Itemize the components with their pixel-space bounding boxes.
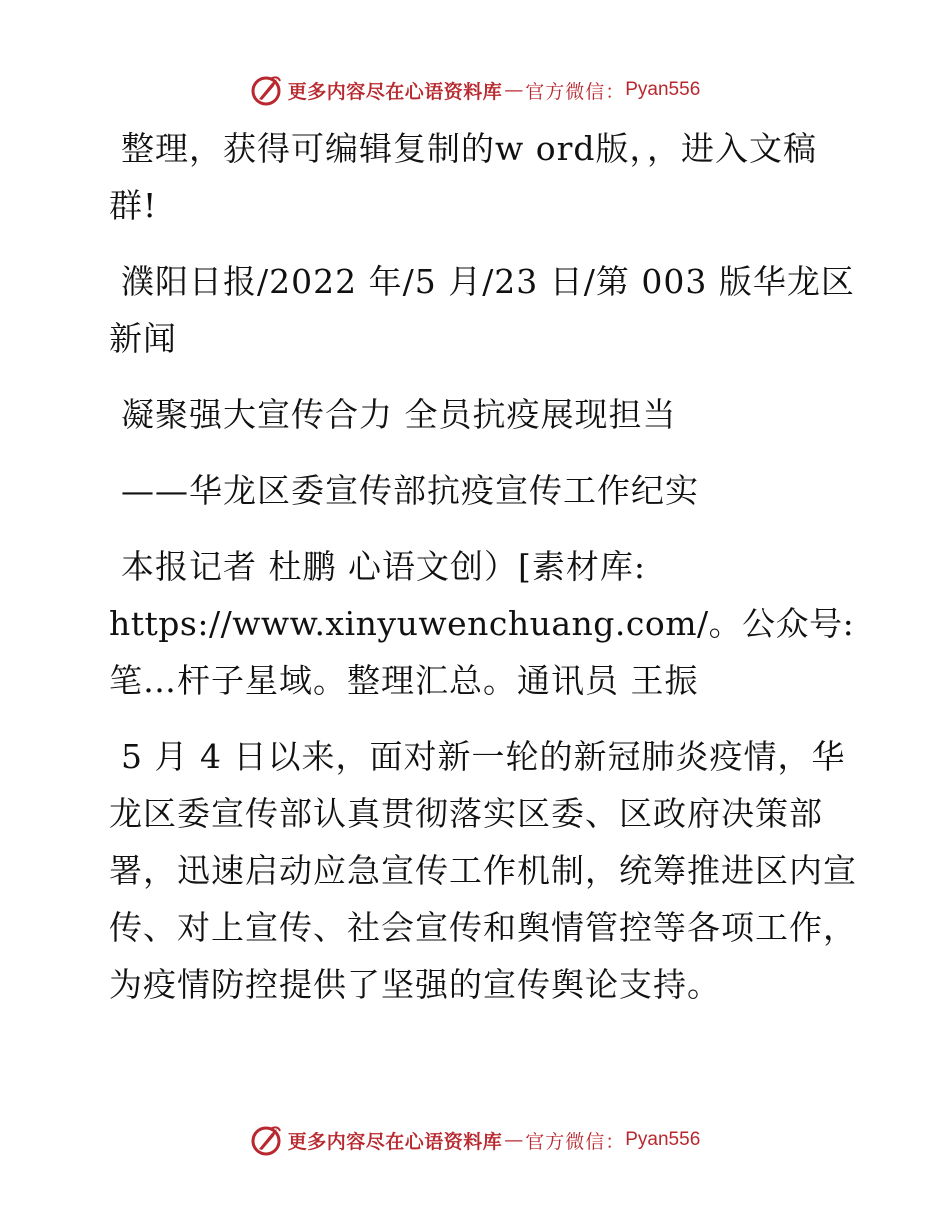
text-line: 濮阳日报/2022 年/5 月/23 日/第 003 版华龙区 bbox=[121, 262, 855, 301]
banner-wechat-label: 官方微信： bbox=[525, 1130, 626, 1153]
text-line: 署，迅速启动应急宣传工作机制，统筹推进区内宣 bbox=[109, 851, 857, 890]
byline-paragraph bbox=[97, 538, 857, 709]
article-title bbox=[97, 386, 857, 443]
text-line: ——华龙区委宣传部抗疫宣传工作纪实 bbox=[121, 471, 699, 510]
pen-logo-icon bbox=[250, 1123, 284, 1157]
pen-logo-icon bbox=[250, 73, 284, 107]
banner-separator: — bbox=[504, 1129, 524, 1151]
header-watermark-banner bbox=[0, 70, 950, 110]
text-line: 龙区委宣传部认真贯彻落实区委、区政府决策部 bbox=[109, 794, 823, 833]
text-line: 新闻 bbox=[109, 319, 177, 358]
intro-paragraph bbox=[97, 120, 857, 234]
body-paragraph bbox=[97, 728, 857, 1013]
article-subtitle bbox=[97, 462, 857, 519]
text-line: 凝聚强大宣传合力 全员抗疫展现担当 bbox=[121, 395, 677, 434]
footer-watermark-banner bbox=[0, 1120, 950, 1160]
text-line: 传、对上宣传、社会宣传和舆情管控等各项工作， bbox=[109, 908, 857, 947]
text-line: 整理，获得可编辑复制的w ord版，，进入文稿 bbox=[121, 129, 818, 168]
text-line: 5 月 4 日以来，面对新一轮的新冠肺炎疫情，华 bbox=[121, 737, 846, 776]
text-line: https://www.xinyuwenchuang.com/。公众号: bbox=[109, 604, 855, 643]
document-body bbox=[97, 120, 857, 1032]
banner-wechat-id: Pyan556 bbox=[625, 79, 701, 100]
text-line: 为疫情防控提供了坚强的宣传舆论支持。 bbox=[109, 965, 721, 1004]
text-line: 本报记者 杜鹏 心语文创）[素材库: bbox=[121, 547, 646, 586]
text-line: 笔…杆子星域。整理汇总。通讯员 王振 bbox=[109, 661, 699, 700]
banner-separator: — bbox=[504, 79, 524, 101]
banner-wechat-id: Pyan556 bbox=[625, 1129, 701, 1150]
banner-text: 更多内容尽在心语资料库 bbox=[287, 1130, 503, 1153]
source-paragraph bbox=[97, 253, 857, 367]
text-line: 群! bbox=[109, 186, 158, 225]
banner-text: 更多内容尽在心语资料库 bbox=[287, 80, 503, 103]
banner-wechat-label: 官方微信： bbox=[525, 80, 626, 103]
